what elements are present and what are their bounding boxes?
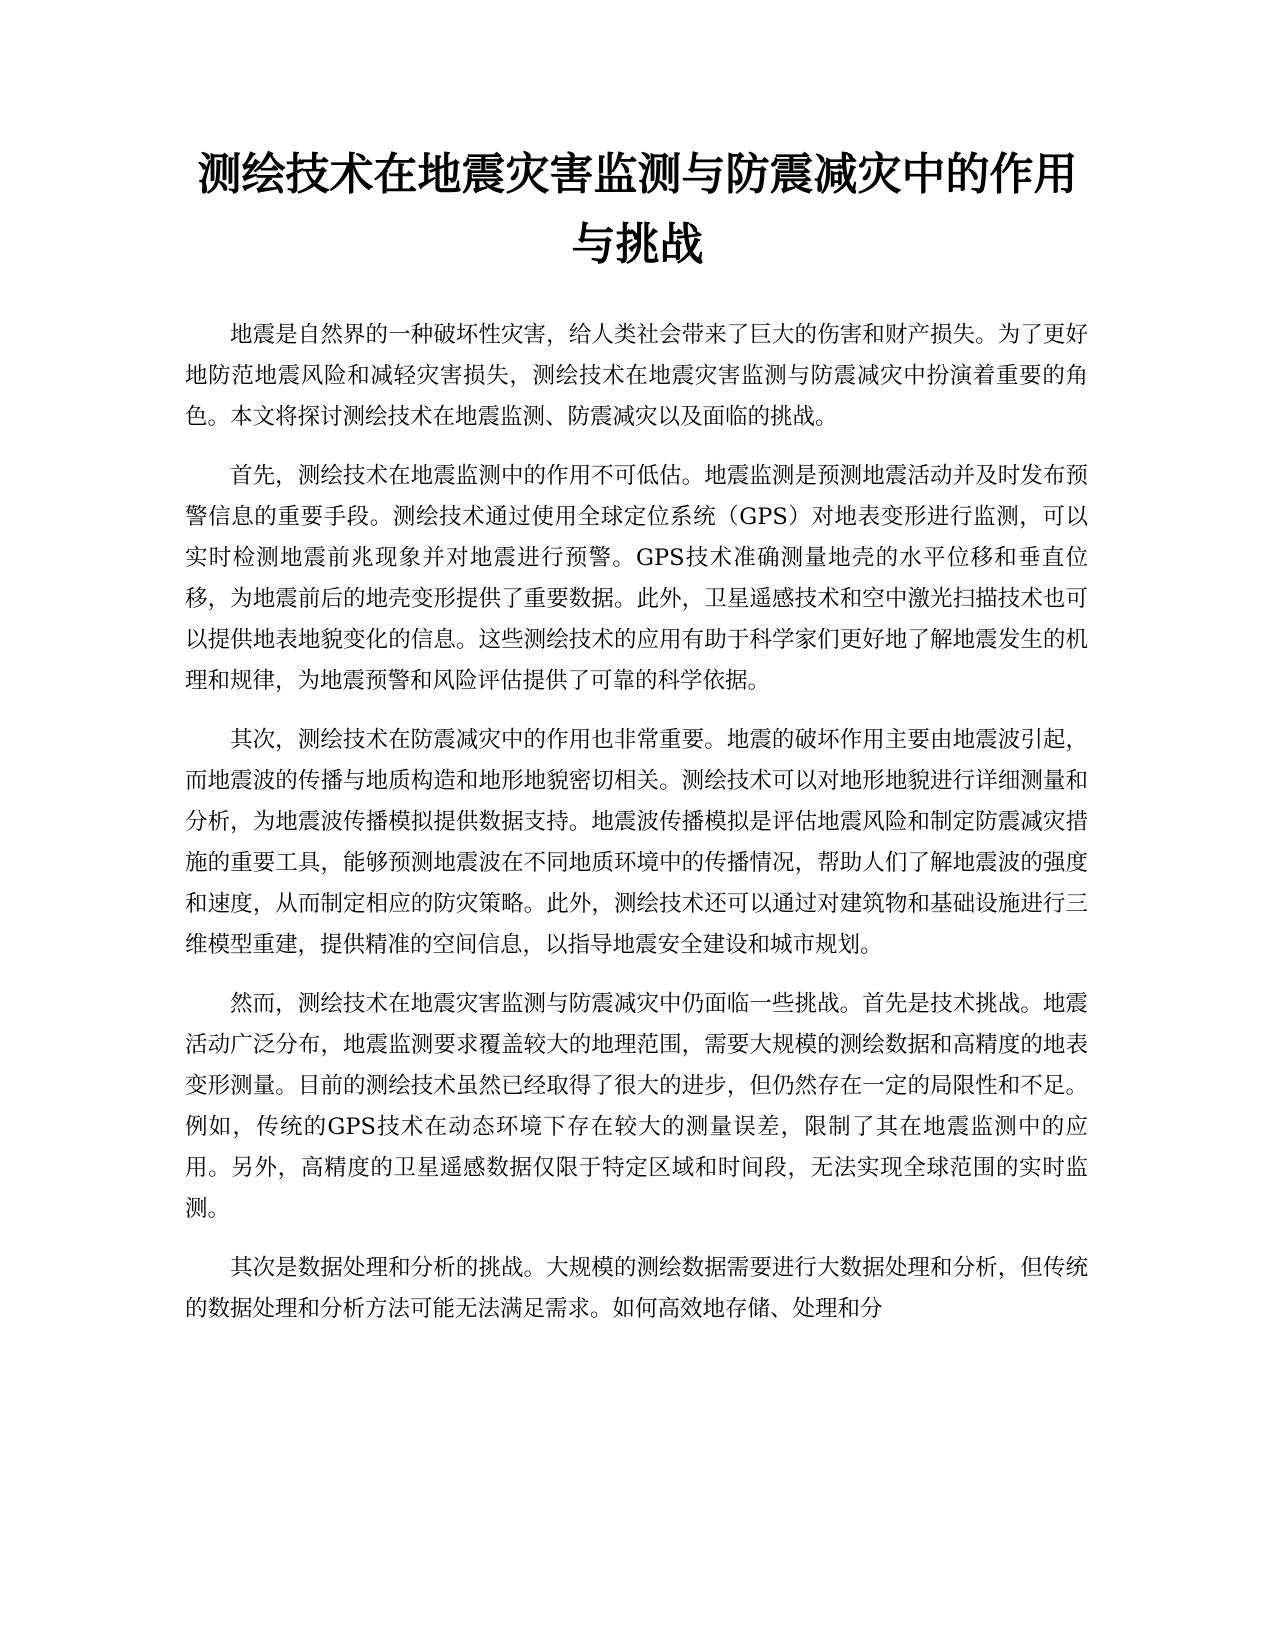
document-title: 测绘技术在地震灾害监测与防震减灾中的作用与挑战 [197,149,1078,270]
document-body [185,315,1088,1348]
paragraph-technical-challenges: 然而，测绘技术在地震灾害监测与防震减灾中仍面临一些挑战。首先是技术挑战。地震活动广泛分布，地震监测要求覆盖较大的地理范围，需要大规模的测绘数据和高精度的地表变形测量。目前的测绘技术虽然已经取得了很大的进步，但仍然存在一定的局限性和不足。例如，传统的GPS技术在动态环境下存在较大的测量误差，限制了其在地震监测中的应用。另外，高精度的卫星遥感数据仅限于特定区域和时间段，无法实现全球范围的实时监测。 [185,991,1088,1222]
paragraph-data-challenges: 其次是数据处理和分析的挑战。大规模的测绘数据需要进行大数据处理和分析，但传统的数据处理和分析方法可能无法满足需求。如何高效地存储、处理和分 [185,1255,1088,1322]
paragraph-monitoring: 首先，测绘技术在地震监测中的作用不可低估。地震监测是预测地震活动并及时发布预警信息的重要手段。测绘技术通过使用全球定位系统（GPS）对地表变形进行监测，可以实时检测地震前兆现象并对地震进行预警。GPS技术准确测量地壳的水平位移和垂直位移，为地震前后的地壳变形提供了重要数据。此外，卫星遥感技术和空中激光扫描技术也可以提供地表地貌变化的信息。这些测绘技术的应用有助于科学家们更好地了解地震发生的机理和规律，为地震预警和风险评估提供了可靠的科学依据。 [185,463,1088,694]
paragraph-intro: 地震是自然界的一种破坏性灾害，给人类社会带来了巨大的伤害和财产损失。为了更好地防范地震风险和减轻灾害损失，测绘技术在地震灾害监测与防震减灾中扮演着重要的角色。本文将探讨测绘技术在地震监测、防震减灾以及面临的挑战。 [185,322,1088,430]
paragraph-mitigation: 其次，测绘技术在防震减灾中的作用也非常重要。地震的破坏作用主要由地震波引起，而地震波的传播与地质构造和地形地貌密切相关。测绘技术可以对地形地貌进行详细测量和分析，为地震波传播模拟提供数据支持。地震波传播模拟是评估地震风险和制定防震减灾措施的重要工具，能够预测地震波在不同地质环境中的传播情况，帮助人们了解地震波的强度和速度，从而制定相应的防灾策略。此外，测绘技术还可以通过对建筑物和基础设施进行三维模型重建，提供精准的空间信息，以指导地震安全建设和城市规划。 [185,727,1088,958]
